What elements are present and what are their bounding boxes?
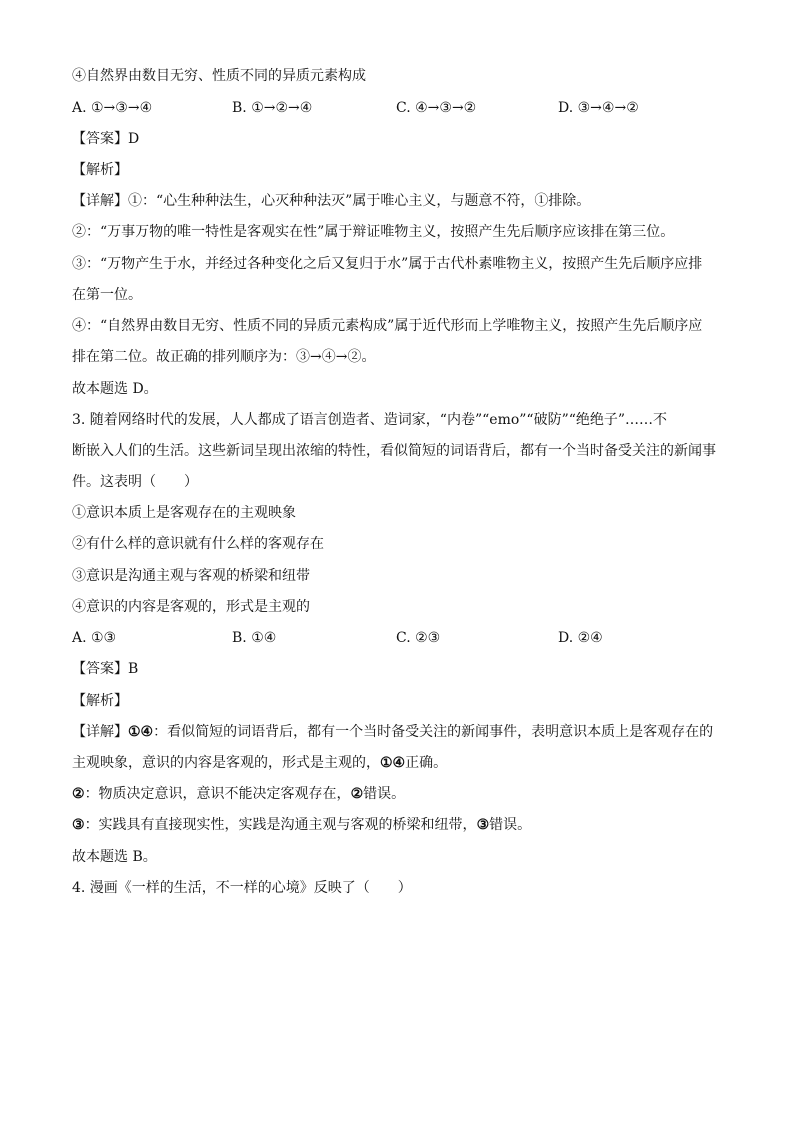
- q3-detail-line-4: [72, 815, 531, 835]
- q3-detail-line-2: [72, 753, 447, 773]
- q4-stem: 4. 漫画《一样的生活，不一样的心境》反映了（ ）: [72, 880, 412, 896]
- q3-detail-marker-3a: ②: [72, 786, 85, 802]
- q2-detail-line-2: ②：“万事万物的唯一特性是客观实在性”属于辩证唯物主义，按照产生先后顺序应该排在第三位。: [72, 224, 675, 240]
- q3-statement-1: ①意识本质上是客观存在的主观映象: [72, 505, 296, 521]
- q2-analysis-label: 【解析】: [72, 162, 128, 178]
- q3-detail-marker-4a: ③: [72, 817, 85, 833]
- q2-conclusion: 故本题选 D。: [72, 381, 158, 397]
- q3-conclusion: 故本题选 B。: [72, 849, 157, 865]
- q3-detail-text-4a: ：实践具有直接现实性，实践是沟通主观与客观的桥梁和纽带，: [84, 817, 477, 833]
- q3-detail-text-2a: 主观映象，意识的内容是客观的，形式是主观的，: [72, 755, 380, 771]
- q3-detail-text-3b: 错误。: [363, 786, 406, 802]
- q2-detail-line-1: 【详解】①：“心生种种法生，心灭种种法灭”属于唯心主义，与题意不符，①排除。: [72, 193, 591, 209]
- q2-detail-line-4: 在第一位。: [72, 287, 142, 303]
- q2-option-d: D. ③→④→②: [558, 100, 639, 116]
- q3-detail-line-1: [72, 722, 713, 742]
- q2-detail-line-6: 排在第二位。故正确的排列顺序为：③→④→②。: [72, 349, 376, 365]
- q2-detail-line-5: ④：“自然界由数目无穷、性质不同的异质元素构成”属于近代形而上学唯物主义，按照产生先后顺序应: [72, 318, 703, 334]
- q3-answer-value: B: [128, 661, 139, 677]
- q2-option-c: C. ④→③→②: [396, 100, 477, 116]
- q3-statement-3: ③意识是沟通主观与客观的桥梁和纽带: [72, 568, 310, 584]
- q3-detail-line-3: [72, 784, 405, 804]
- q2-option-b: B. ①→②→④: [232, 100, 313, 116]
- q3-stem-line-1: 3. 随着网络时代的发展，人人都成了语言创造者、造词家，“内卷”“emo”“破防”“绝绝子”……不: [72, 412, 668, 428]
- q3-analysis-label: 【解析】: [72, 693, 128, 709]
- q2-answer-value: D: [128, 131, 140, 147]
- q3-detail-text-1: ：看似简短的词语背后，都有一个当时备受关注的新闻事件，表明意识本质上是客观存在的: [153, 724, 714, 740]
- q3-option-b: B. ①④: [232, 630, 277, 646]
- q3-answer: [72, 659, 138, 679]
- q3-detail-text-3a: ：物质决定意识，意识不能决定客观存在，: [84, 786, 351, 802]
- q3-option-c: C. ②③: [396, 630, 441, 646]
- q3-option-a: A. ①③: [72, 630, 117, 646]
- q3-answer-label: 【答案】: [72, 661, 128, 677]
- q2-answer-label: 【答案】: [72, 131, 128, 147]
- q3-detail-marker-3b: ②: [350, 786, 364, 802]
- q2-option-a: A. ①→③→④: [72, 100, 153, 116]
- q3-statement-2: ②有什么样的意识就有什么样的客观存在: [72, 536, 324, 552]
- q3-detail-marker-4b: ③: [476, 817, 490, 833]
- q3-detail-marker-2: ①④: [380, 755, 406, 771]
- q3-statement-4: ④意识的内容是客观的，形式是主观的: [72, 599, 310, 615]
- q3-stem-line-2: 断嵌入人们的生活。这些新词呈现出浓缩的特性，看似简短的词语背后，都有一个当时备受关注的新闻事: [72, 443, 716, 459]
- q3-detail-marker-1: ①④: [128, 724, 154, 740]
- q2-detail-line-3: ③：“万物产生于水，并经过各种变化之后又复归于水”属于古代朴素唯物主义，按照产生先后顺序应排: [72, 256, 703, 272]
- q3-detail-text-2b: 正确。: [405, 755, 448, 771]
- q2-statement-4: ④自然界由数目无穷、性质不同的异质元素构成: [72, 68, 366, 84]
- q3-option-d: D. ②④: [558, 630, 603, 646]
- q3-detail-label: 【详解】: [72, 724, 128, 740]
- q3-detail-text-4b: 错误。: [489, 817, 532, 833]
- q3-stem-line-3: 件。这表明（ ）: [72, 474, 198, 490]
- q2-answer: [72, 129, 139, 149]
